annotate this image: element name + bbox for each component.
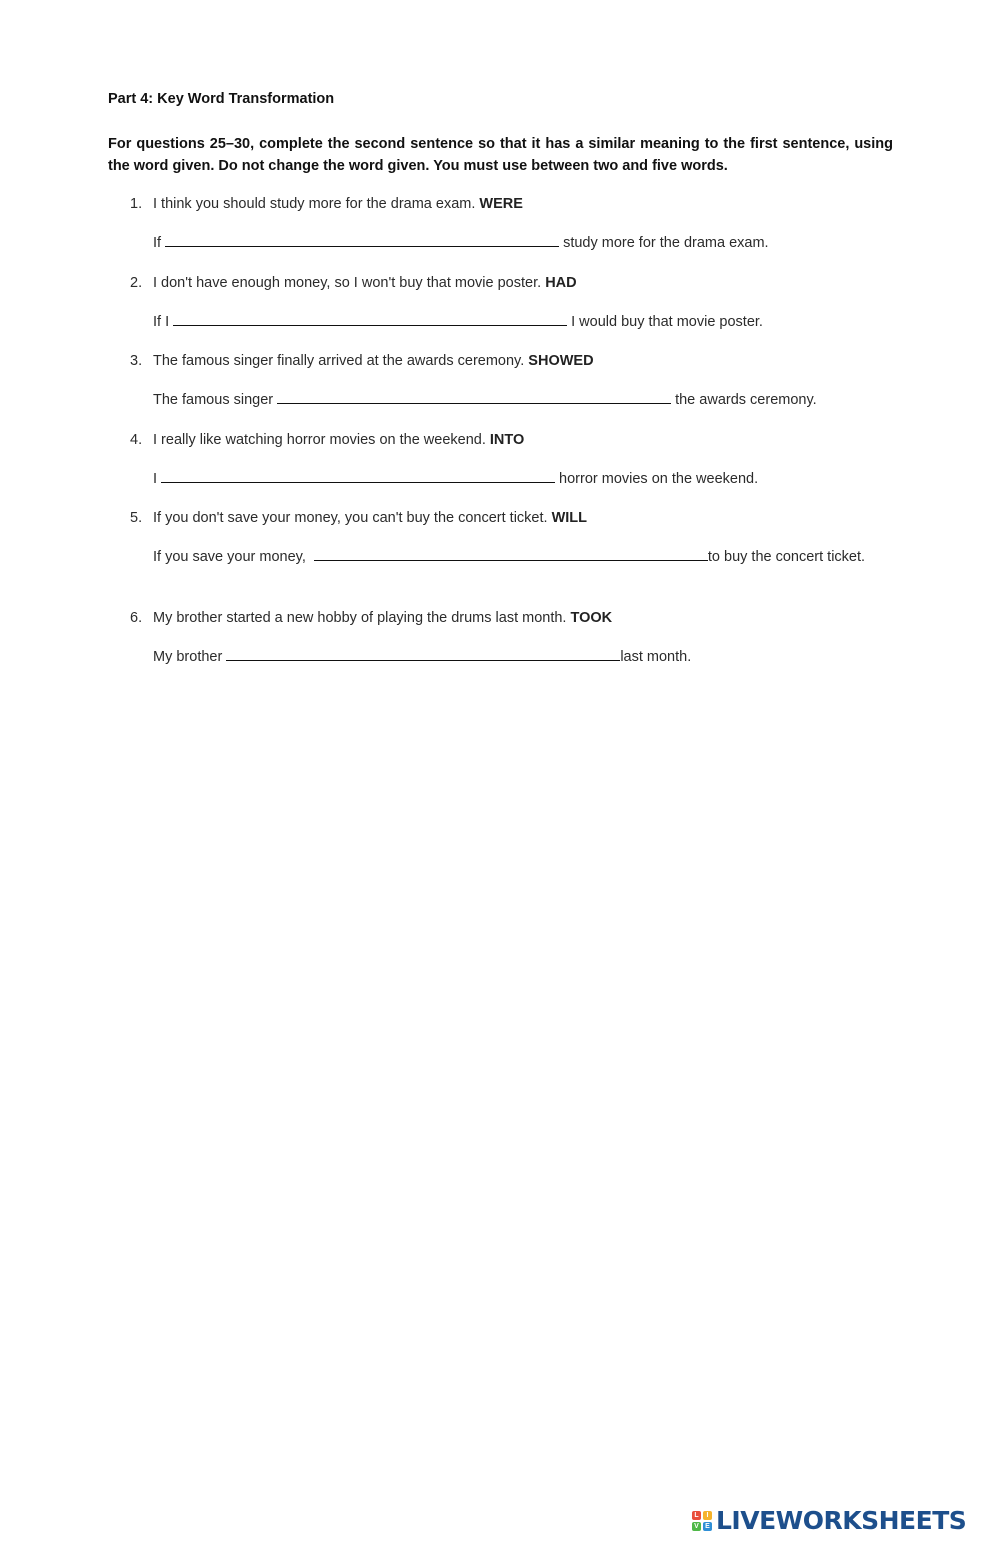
question-sentence: The famous singer finally arrived at the awards ceremony. SHOWED (153, 353, 594, 369)
key-word: HAD (545, 275, 577, 291)
question-number: 4. (130, 432, 143, 448)
question-sentence: I really like watching horror movies on the weekend. INTO (153, 432, 525, 448)
answer-prefix: If I (153, 314, 170, 330)
answer-blank[interactable] (173, 324, 567, 326)
logo-letter: V (692, 1522, 701, 1531)
key-word: WILL (551, 510, 588, 526)
answer-line (153, 647, 691, 668)
answer-blank[interactable] (314, 559, 708, 561)
answer-line (153, 233, 769, 254)
question-sentence: I think you should study more for the drama exam. WERE (153, 196, 523, 212)
key-word: WERE (479, 196, 523, 212)
answer-prefix: The famous singer (153, 392, 274, 408)
logo-icon (692, 1511, 712, 1531)
question-number: 6. (130, 610, 143, 626)
question-number: 2. (130, 275, 143, 291)
logo-letter: L (692, 1511, 701, 1520)
answer-blank[interactable] (277, 402, 671, 404)
key-word: SHOWED (528, 353, 594, 369)
answer-suffix: horror movies on the weekend. (559, 471, 759, 487)
question-sentence: If you don't save your money, you can't buy the concert ticket. WILL (153, 510, 588, 526)
answer-suffix: to buy the concert ticket. (707, 549, 866, 565)
answer-prefix: I (153, 471, 158, 487)
logo-text: LIVEWORKSHEETS (716, 1506, 967, 1535)
answer-prefix: My brother (153, 649, 223, 665)
answer-line (153, 312, 763, 333)
liveworksheets-logo (692, 1506, 966, 1535)
answer-blank[interactable] (226, 659, 620, 661)
answer-suffix: the awards ceremony. (675, 392, 817, 408)
answer-prefix: If (153, 235, 162, 251)
answer-suffix: study more for the drama exam. (563, 235, 769, 251)
answer-prefix: If you save your money, (153, 549, 306, 565)
answer-line (153, 547, 893, 568)
page-title: Part 4: Key Word Transformation (108, 91, 335, 107)
key-word: TOOK (570, 610, 613, 626)
answer-suffix: I would buy that movie poster. (571, 314, 763, 330)
answer-suffix: last month. (620, 649, 692, 665)
question-number: 1. (130, 196, 143, 212)
question-number: 3. (130, 353, 143, 369)
question-number: 5. (130, 510, 143, 526)
question-sentence: I don't have enough money, so I won't buy that movie poster. HAD (153, 275, 577, 291)
logo-letter: I (703, 1511, 712, 1520)
question-sentence: My brother started a new hobby of playing the drums last month. TOOK (153, 610, 613, 626)
instructions: For questions 25–30, complete the second sentence so that it has a similar meaning to the first sentence, using the word given. Do not change the word given. You must use between two and five words. (108, 136, 893, 174)
answer-line (153, 390, 817, 411)
logo-letter: E (703, 1522, 712, 1531)
answer-blank[interactable] (161, 481, 555, 483)
key-word: INTO (489, 432, 525, 448)
answer-line (153, 469, 758, 490)
answer-blank[interactable] (165, 245, 559, 247)
